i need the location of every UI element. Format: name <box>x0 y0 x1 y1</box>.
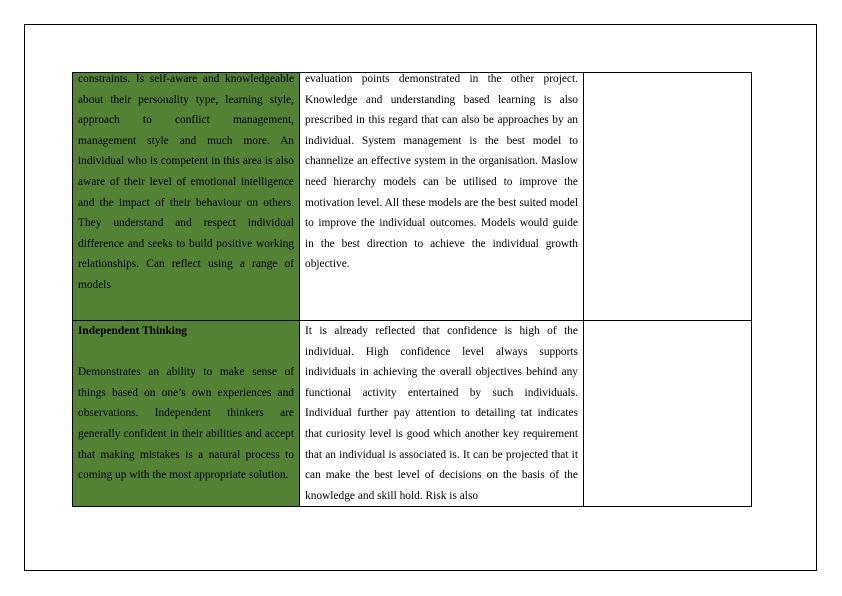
table-row <box>73 73 752 321</box>
table-row <box>73 321 752 507</box>
competency-heading: Independent Thinking <box>78 325 188 337</box>
paragraph-spacer <box>78 342 294 363</box>
competency-description: Demonstrates an ability to make sense of things based on one’s own experiences and observations. Independent thinkers are generally confident in their abilities and accept that making mistakes is a natural process to coming up with the most appropriate solution. <box>78 366 294 482</box>
competency-description: constraints. Is self-aware and knowledgeable about their personality type, learning style, approach to conflict management, management style and much more. An individual who is competent in this area is also aware of their level of emotional intelligence and the impact of their behaviour on others. They understand and respect individual difference and seeks to build positive working relationships. Can reflect using a range of models <box>78 73 294 291</box>
evidence-cell <box>300 73 584 321</box>
competency-cell <box>73 73 300 321</box>
evidence-cell <box>300 321 584 507</box>
assessment-table <box>72 72 752 507</box>
evidence-text: evaluation points demonstrated in the other project. Knowledge and understanding based learning is also prescribed in this regard that can also be approaches by an individual. System management is the best model to channelize an effective system in the organisation. Maslow need hierarchy models can be utilised to improve the motivation level. All these models are the best suited model to improve the individual outcomes. Models would guide in the best direction to achieve the individual growth objective. <box>305 73 578 271</box>
empty-cell <box>584 321 752 507</box>
empty-cell <box>584 73 752 321</box>
evidence-text: It is already reflected that confidence is high of the individual. High confidence level always supports individuals in achieving the overall objectives behind any functional activity entertained by such individuals. Individual further pay attention to detailing tat indicates that curiosity level is good which another key requirement that an individual is associated is. It can be projected that it can make the best level of decisions on the basis of the knowledge and skill hold. Risk is also <box>305 325 578 502</box>
competency-cell <box>73 321 300 507</box>
